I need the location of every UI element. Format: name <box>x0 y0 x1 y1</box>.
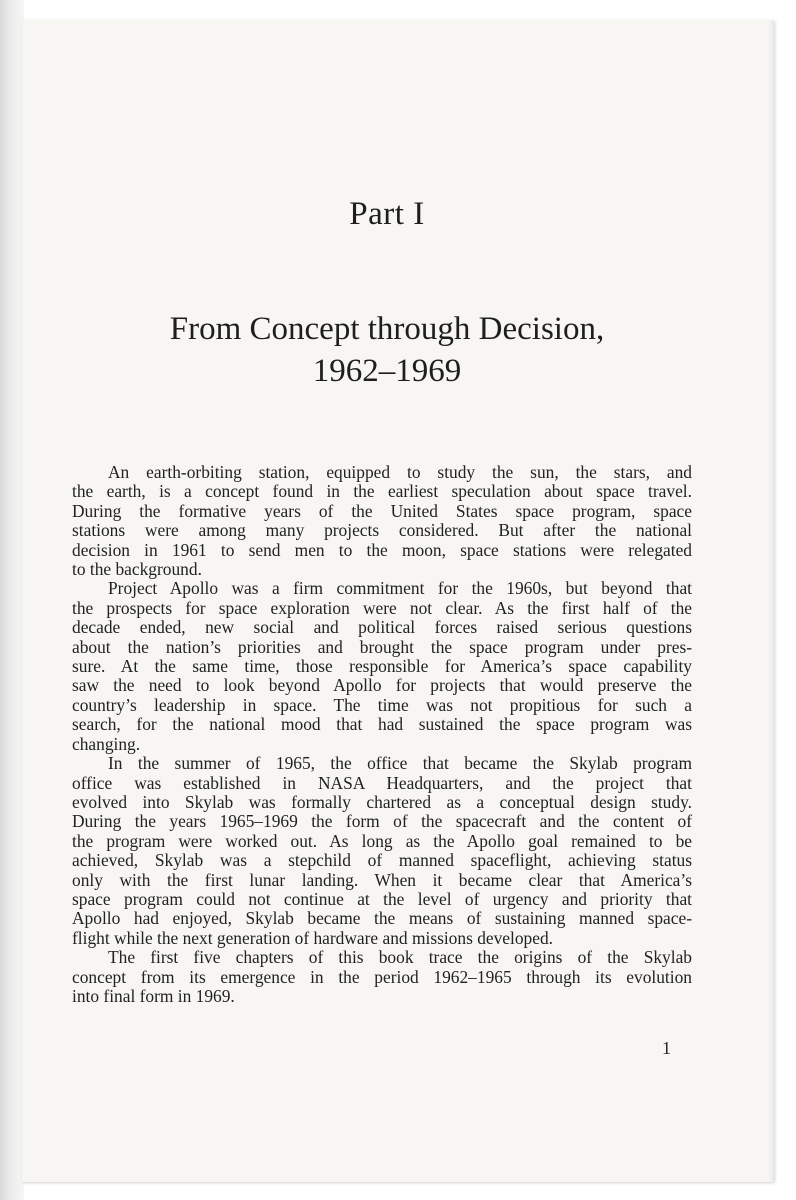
text-line: achieved, Skylab was a stepchild of manned spaceflight, achieving status <box>72 850 692 871</box>
book-page <box>22 20 774 1182</box>
body-text <box>72 463 692 1006</box>
text-line: only with the first lunar landing. When it became clear that America’s <box>72 869 692 890</box>
chapter-title-line-2: 1962–1969 <box>312 353 462 389</box>
paragraph-4 <box>72 948 692 1006</box>
text-line: During the formative years of the United States space program, space <box>72 500 692 521</box>
text-line: the prospects for space exploration were not clear. As the first half of the <box>72 597 692 618</box>
text-line: country’s leadership in space. The time was not propitious for such a <box>72 694 692 715</box>
book-spine-edge <box>0 0 24 1200</box>
chapter-title-line-1: From Concept through Decision, <box>169 311 605 347</box>
paragraph-2 <box>72 579 692 754</box>
text-line: changing. <box>72 733 141 754</box>
text-line: saw the need to look beyond Apollo for projects that would preserve the <box>72 675 692 696</box>
text-line: about the nation’s priorities and brought the space program under pres- <box>72 636 692 657</box>
page-number: 1 <box>662 1038 671 1058</box>
text-line: the earth, is a concept found in the earliest speculation about space travel. <box>72 481 692 502</box>
text-line: concept from its emergence in the period 1962–1965 through its evolution <box>72 966 692 987</box>
text-line: Apollo had enjoyed, Skylab became the means of sustaining manned space- <box>72 908 692 929</box>
text-line: Project Apollo was a firm commitment for the 1960s, but beyond that <box>108 578 692 599</box>
text-line: office was established in NASA Headquarters, and the project that <box>72 772 692 793</box>
text-line: to the background. <box>72 559 202 580</box>
text-line: flight while the next generation of hardware and missions developed. <box>72 927 554 948</box>
part-title: Part I <box>349 196 425 232</box>
text-line: sure. At the same time, those responsible for America’s space capability <box>72 656 692 677</box>
text-line: evolved into Skylab was formally chartered as a conceptual design study. <box>72 791 692 812</box>
text-line: into final form in 1969. <box>72 985 235 1006</box>
text-line: During the years 1965–1969 the form of the spacecraft and the content of <box>72 811 692 832</box>
text-line: the program were worked out. As long as the Apollo goal remained to be <box>72 830 692 851</box>
paragraph-3 <box>72 754 692 948</box>
text-line: search, for the national mood that had sustained the space program was <box>72 714 692 735</box>
text-line: decade ended, new social and political forces raised serious questions <box>72 617 692 638</box>
text-line: stations were among many projects considered. But after the national <box>72 520 692 541</box>
text-line: In the summer of 1965, the office that became the Skylab program <box>108 753 692 774</box>
text-line: An earth-orbiting station, equipped to study the sun, the stars, and <box>108 462 692 482</box>
paragraph-1 <box>72 463 692 579</box>
text-line: The first five chapters of this book trace the origins of the Skylab <box>108 947 692 968</box>
text-line: decision in 1961 to send men to the moon, space stations were relegated <box>72 539 692 560</box>
chapter-title <box>22 308 752 392</box>
text-line: space program could not continue at the level of urgency and priority that <box>72 888 692 909</box>
